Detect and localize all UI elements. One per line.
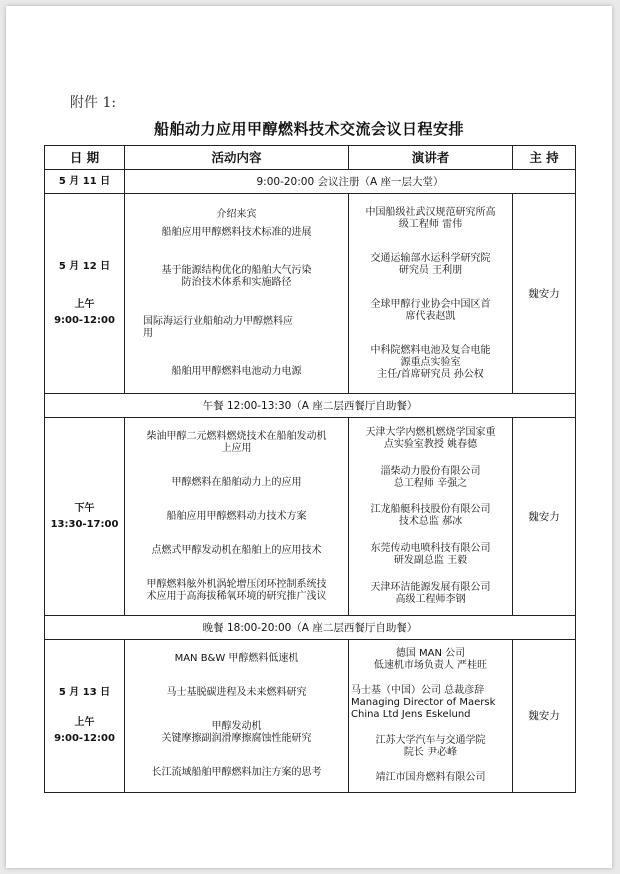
date-cell: 5 月 11 日 [45, 170, 125, 194]
topic-text: 船舶用甲醇燃料电池动力电源 [171, 366, 302, 378]
list-item [127, 366, 346, 378]
host-cell: 魏安力 [513, 194, 576, 394]
date-time-cell [45, 640, 125, 793]
list-item [127, 511, 346, 523]
speaker-text: 马士基（中国）公司 总裁彦辞 [351, 685, 485, 697]
header-row [45, 146, 576, 170]
table-row [45, 194, 576, 394]
speaker-text: 研究员 王利朋 [398, 264, 463, 276]
list-item [127, 687, 346, 699]
header-activity: 活动内容 [125, 146, 349, 170]
header-speaker: 演讲者 [349, 146, 513, 170]
table-row [45, 170, 576, 194]
host-cell: 魏安力 [513, 418, 576, 616]
table-row [45, 394, 576, 418]
list-item [351, 504, 510, 528]
page-title: 船舶动力应用甲醇燃料技术交流会议日程安排 [153, 120, 464, 138]
topic-text: 关键摩擦副润滑摩擦腐蚀性能研究 [161, 733, 312, 745]
topic-text: 防治技术体系和实施路径 [181, 277, 292, 289]
speaker-text: 东莞传动电喷科技有限公司 [370, 543, 491, 555]
topic-text: 长江流域船舶甲醇燃料加注方案的思考 [151, 767, 322, 779]
activity-cell [125, 418, 349, 616]
speaker-text: 交通运输部水运科学研究院 [370, 252, 491, 264]
topic-text: 点燃式甲醇发动机在船舶上的应用技术 [151, 544, 322, 556]
topic-text: 船舶应用甲醇燃料动力技术方案 [166, 510, 307, 522]
topic-text: 用 [143, 327, 153, 339]
speaker-cell [349, 418, 513, 616]
list-item [127, 721, 346, 745]
speaker-text: Managing Director of Maersk [351, 697, 496, 709]
list-item [351, 648, 510, 672]
document-page [6, 6, 612, 868]
topic-text: 甲醇燃料在船舶动力上的应用 [171, 476, 302, 488]
intro-text: 介绍来宾 [216, 208, 257, 220]
list-item [127, 316, 346, 340]
time-text: 13:30-17:00 [50, 518, 119, 530]
list-item [127, 653, 346, 665]
list-item [127, 209, 346, 239]
speaker-text: 席代表赵凯 [405, 310, 456, 322]
list-item [127, 265, 346, 289]
list-item [351, 735, 510, 759]
speaker-cell [349, 640, 513, 793]
speaker-text: 江苏大学汽车与交通学院 [375, 734, 486, 746]
topic-text: 柴油甲醇二元燃料燃烧技术在船舶发动机 [146, 430, 327, 442]
list-item [351, 427, 510, 451]
speaker-text: 院长 尹必峰 [403, 746, 458, 758]
host-cell: 魏安力 [513, 640, 576, 793]
speaker-text: 研发副总监 王毅 [393, 555, 468, 567]
list-item [351, 543, 510, 567]
speaker-text: 靖江市国舟燃料有限公司 [375, 771, 486, 783]
speaker-text: 总工程师 辛强之 [393, 477, 468, 489]
activity-cell [125, 194, 349, 394]
topic-text: 国际海运行业船舶动力甲醇燃料应 [143, 315, 293, 327]
list-item [127, 579, 346, 603]
topic-text: 马士基脱碳进程及未来燃料研究 [166, 686, 307, 698]
speaker-text: 天津大学内燃机燃烧学国家重 [365, 426, 496, 438]
period-text: 上午 [74, 717, 95, 728]
speaker-text: 淄柴动力股份有限公司 [380, 465, 481, 477]
speaker-text: 源重点实验室 [400, 356, 461, 368]
table-row [45, 640, 576, 793]
speaker-text: 主任/首席研究员 孙公权 [377, 368, 484, 380]
speaker-text: China Ltd Jens Eskelund [351, 709, 471, 721]
header-date: 日 期 [45, 146, 125, 170]
schedule-table [44, 145, 576, 793]
list-item [351, 772, 510, 784]
table-row [45, 418, 576, 616]
time-text: 9:00-12:00 [54, 733, 115, 744]
lunch-row: 午餐 12:00-13:30（A 座二层西餐厅自助餐） [45, 394, 576, 418]
dinner-row: 晚餐 18:00-20:00（A 座二层西餐厅自助餐） [45, 616, 576, 640]
topic-text: MAN B&W 甲醇燃料低速机 [174, 652, 299, 664]
period-text: 下午 [74, 502, 95, 514]
speaker-text: 中国船级社武汉规范研究所高 [365, 206, 496, 218]
list-item [127, 431, 346, 455]
speaker-cell [349, 194, 513, 394]
list-item [351, 207, 510, 231]
list-item [351, 466, 510, 490]
list-item [127, 477, 346, 489]
speaker-text: 天津环洁能源发展有限公司 [370, 582, 491, 594]
speaker-text: 中科院燃料电池及复合电能 [370, 344, 491, 356]
list-item [351, 582, 510, 606]
registration-cell: 9:00-20:00 会议注册（A 座一层大堂） [125, 170, 576, 194]
table-row [45, 616, 576, 640]
list-item [351, 345, 510, 381]
speaker-text: 德国 MAN 公司 [395, 648, 466, 660]
speaker-text: 全球甲醇行业协会中国区首 [370, 298, 491, 310]
date-text: 5 月 13 日 [58, 687, 111, 698]
topic-text: 甲醇发动机 [211, 721, 262, 733]
date-text: 5 月 12 日 [58, 260, 111, 272]
activity-cell [125, 640, 349, 793]
speaker-text: 点实验室教授 姚春德 [383, 438, 478, 450]
attachment-label: 附件 1: [70, 95, 117, 111]
header-host: 主 持 [513, 146, 576, 170]
topic-text: 甲醇燃料舷外机涡轮增压闭环控制系统技 [146, 578, 327, 590]
topic-text: 上应用 [221, 442, 252, 454]
list-item [351, 299, 510, 323]
speaker-text: 级工程师 雷伟 [398, 218, 463, 230]
speaker-text: 江龙船艇科技股份有限公司 [370, 504, 491, 516]
list-item [127, 767, 346, 779]
speaker-text: 低速机市场负责人 严桂旺 [373, 660, 488, 672]
speaker-text: 高级工程师李钢 [395, 594, 466, 606]
list-item [127, 545, 346, 557]
list-item [351, 685, 510, 721]
date-time-cell [45, 194, 125, 394]
topic-text: 术应用于高海拔稀氧环境的研究推广浅议 [146, 590, 327, 602]
time-text: 9:00-12:00 [54, 314, 115, 326]
topic-text: 基于能源结构优化的船舶大气污染 [161, 265, 312, 277]
topic-text: 船舶应用甲醇燃料技术标准的进展 [161, 226, 312, 238]
speaker-text: 技术总监 郝冰 [398, 516, 463, 528]
period-text: 上午 [74, 298, 95, 310]
list-item [351, 253, 510, 277]
date-time-cell [45, 418, 125, 616]
